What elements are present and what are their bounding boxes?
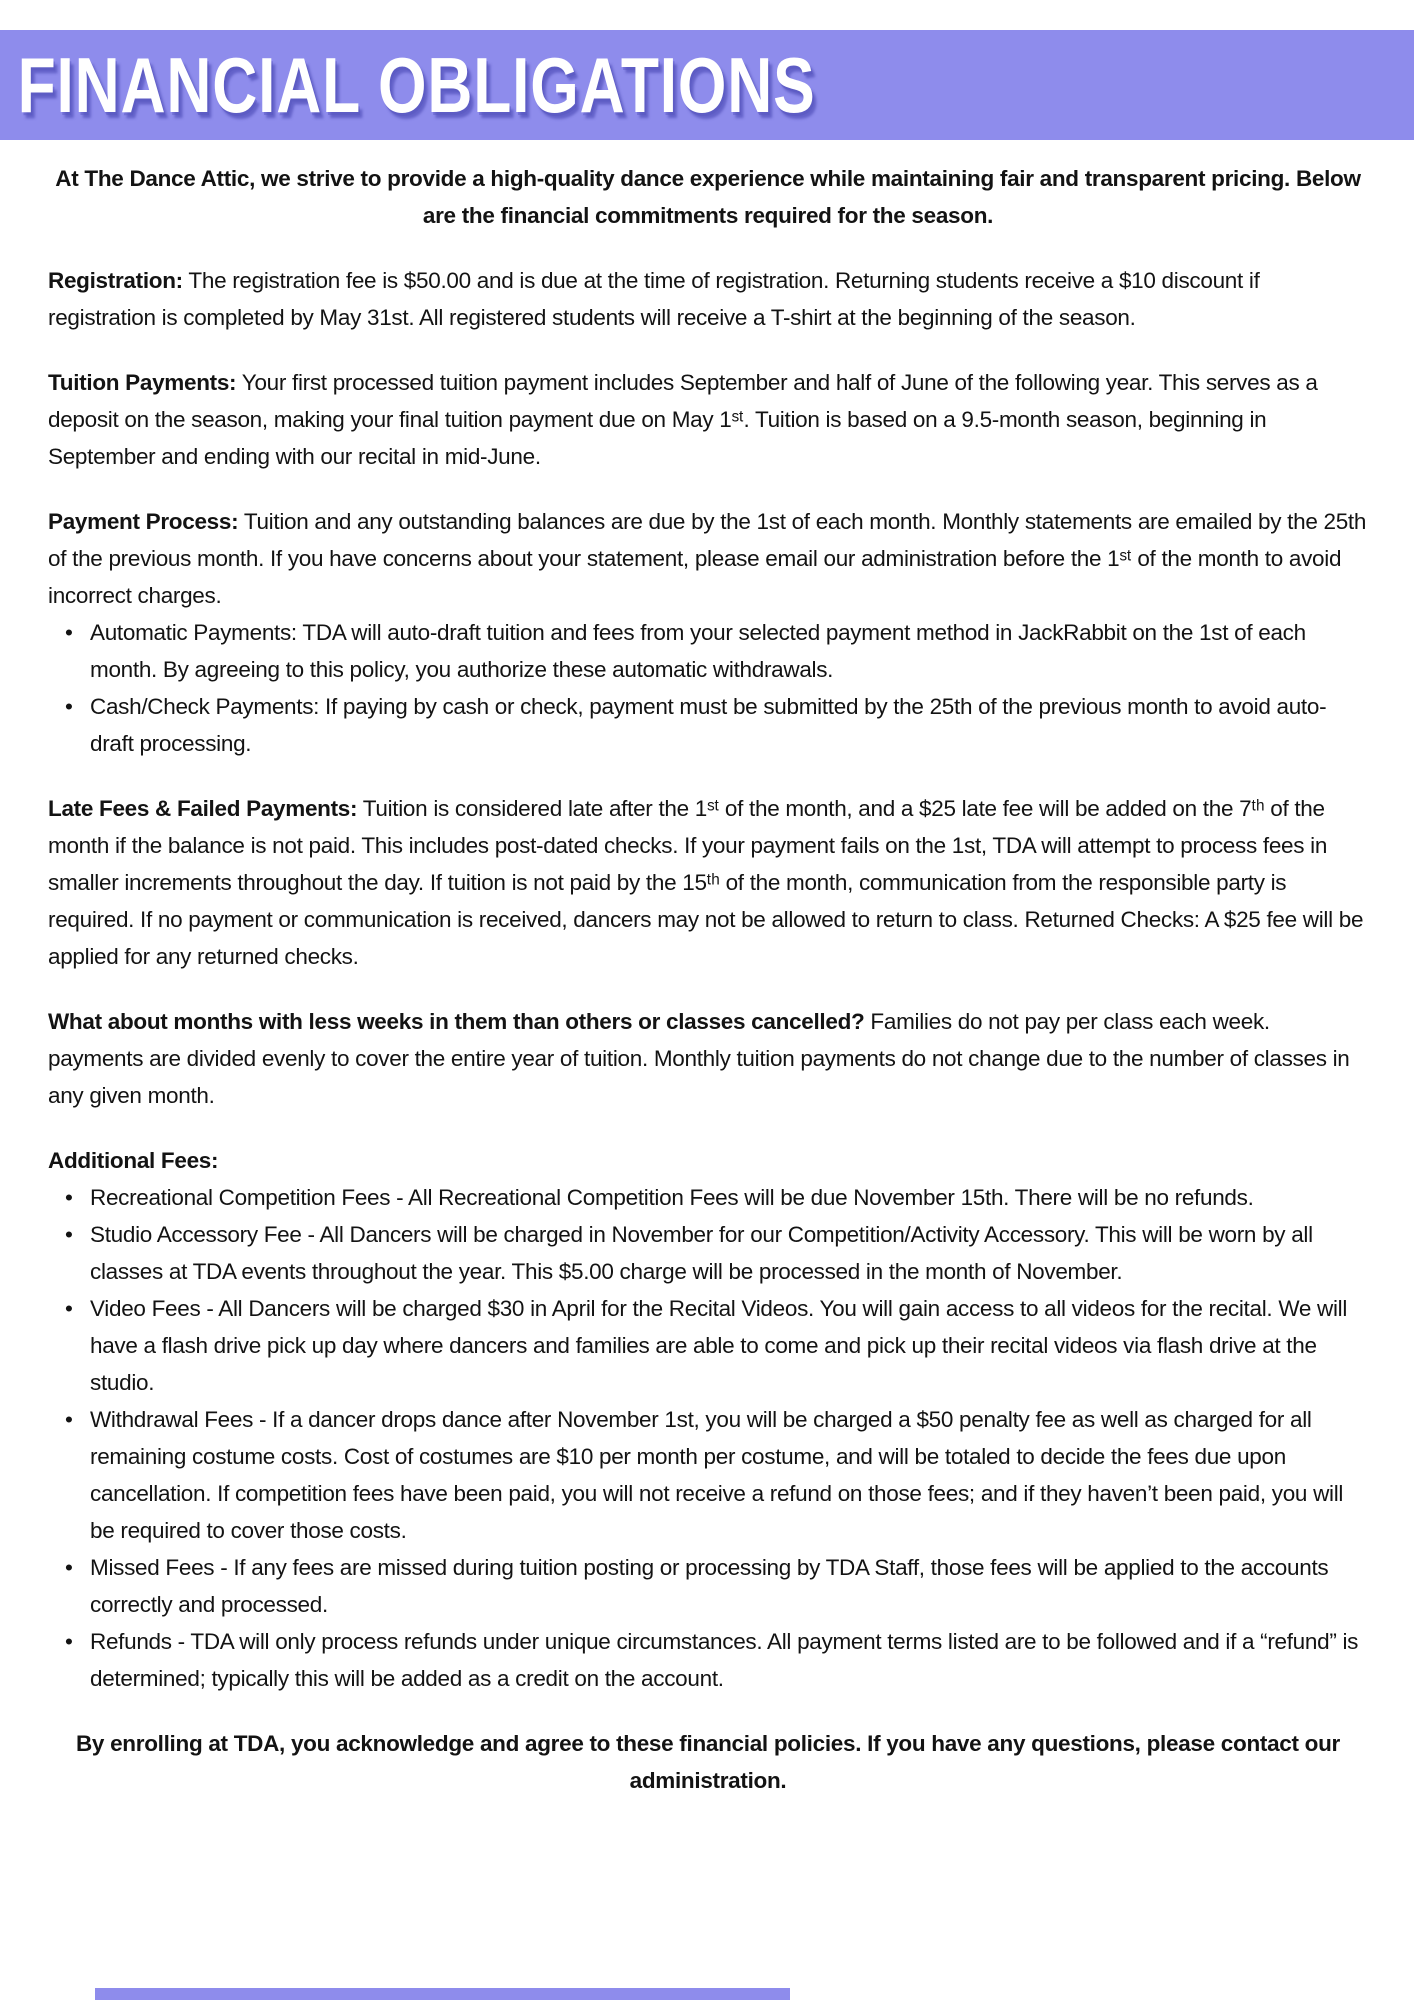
bullet-item: • Video Fees - All Dancers will be charged $30 in April for the Recital Videos. You will gain access to all videos for the recital. We will have a flash drive pick up day where dancers and families are able to come and pick up their recital videos via flash drive at the studio. bbox=[48, 1290, 1368, 1401]
section-text: The registration fee is $50.00 and is due at the time of registration. Returning students receive a $10 discount if registration is completed by May 31st. All registered students will receive a T-shirt at the beginning of the season. bbox=[48, 268, 1260, 330]
section-text: Tuition is considered late after the 1ˢᵗ of the month, and a $25 late fee will be added on the 7ᵗʰ of the month if the balance is not paid. This includes post-dated checks. If your payment fails on the 1st, TDA will attempt to process fees in smaller increments throughout the day. If tuition is not paid by the 15ᵗʰ of the month, communication from the responsible party is required. If no payment or communication is received, dancers may not be allowed to return to class. Returned Checks: A $25 fee will be applied for any returned checks. bbox=[48, 796, 1364, 969]
section-text: Your first processed tuition payment includes September and half of June of the following year. This serves as a deposit on the season, making your final tuition payment due on May 1ˢᵗ. Tuition is based on a 9.5-month season, beginning in September and ending with our recital in mid-June. bbox=[48, 370, 1318, 469]
bullet-item: • Automatic Payments: TDA will auto-draft tuition and fees from your selected payment method in JackRabbit on the 1st of each month. By agreeing to this policy, you authorize these automatic withdrawals. bbox=[48, 614, 1368, 688]
section-paragraph bbox=[48, 790, 1368, 975]
section-label: Late Fees & Failed Payments: bbox=[48, 796, 358, 821]
bullet-item: • Refunds - TDA will only process refunds under unique circumstances. All payment terms listed are to be followed and if a “refund” is determined; typically this will be added as a credit on the account. bbox=[48, 1623, 1368, 1697]
bullet-item: • Missed Fees - If any fees are missed during tuition posting or processing by TDA Staff, those fees will be applied to the accounts correctly and processed. bbox=[48, 1549, 1368, 1623]
section-label: Registration: bbox=[48, 268, 183, 293]
title-banner bbox=[0, 30, 1414, 140]
intro-paragraph: At The Dance Attic, we strive to provide a high-quality dance experience while maintaining fair and transparent pricing. Below are the financial commitments required for the season. bbox=[55, 166, 1361, 228]
section-paragraph bbox=[48, 262, 1368, 336]
section-text: Tuition and any outstanding balances are due by the 1st of each month. Monthly statements are emailed by the 25th of the previous month. If you have concerns about your statement, please email our administration before the 1ˢᵗ of the month to avoid incorrect charges. bbox=[48, 509, 1367, 608]
section-label: Payment Process: bbox=[48, 509, 239, 534]
bullet-item: • Cash/Check Payments: If paying by cash or check, payment must be submitted by the 25th of the previous month to avoid auto-draft processing. bbox=[48, 688, 1368, 762]
bullet-item: • Recreational Competition Fees - All Recreational Competition Fees will be due November 15th. There will be no refunds. bbox=[48, 1179, 1368, 1216]
bullet-item: • Withdrawal Fees - If a dancer drops dance after November 1st, you will be charged a $50 penalty fee as well as charged for all remaining costume costs. Cost of costumes are $10 per month per costume, and will be totaled to decide the fees due upon cancellation. If competition fees have been paid, you will not receive a refund on those fees; and if they haven’t been paid, you will be required to cover those costs. bbox=[48, 1401, 1368, 1549]
section-paragraph bbox=[48, 1142, 1368, 1179]
section-text: Families do not pay per class each week. payments are divided evenly to cover the entire year of tuition. Monthly tuition payments do not change due to the number of classes in any given month. bbox=[48, 1009, 1350, 1108]
closing-paragraph: By enrolling at TDA, you acknowledge and agree to these financial policies. If you have any questions, please contact our administration. bbox=[75, 1731, 1340, 1793]
bullet-item: • Studio Accessory Fee - All Dancers will be charged in November for our Competition/Activity Accessory. This will be worn by all classes at TDA events throughout the year. This $5.00 charge will be processed in the month of November. bbox=[48, 1216, 1368, 1290]
bullet-list bbox=[48, 1179, 1368, 1697]
page-title: FINANCIAL OBLIGATIONS bbox=[17, 40, 816, 129]
bullet-list bbox=[48, 614, 1368, 762]
section-paragraph bbox=[48, 1003, 1368, 1114]
section-paragraph bbox=[48, 364, 1368, 475]
next-page-banner-sliver bbox=[95, 1988, 790, 2000]
section-label: What about months with less weeks in them than others or classes cancelled? bbox=[48, 1009, 865, 1034]
document-body bbox=[48, 160, 1368, 1799]
section-label: Tuition Payments: bbox=[48, 370, 237, 395]
section-label: Additional Fees: bbox=[48, 1148, 219, 1173]
section-paragraph bbox=[48, 503, 1368, 614]
